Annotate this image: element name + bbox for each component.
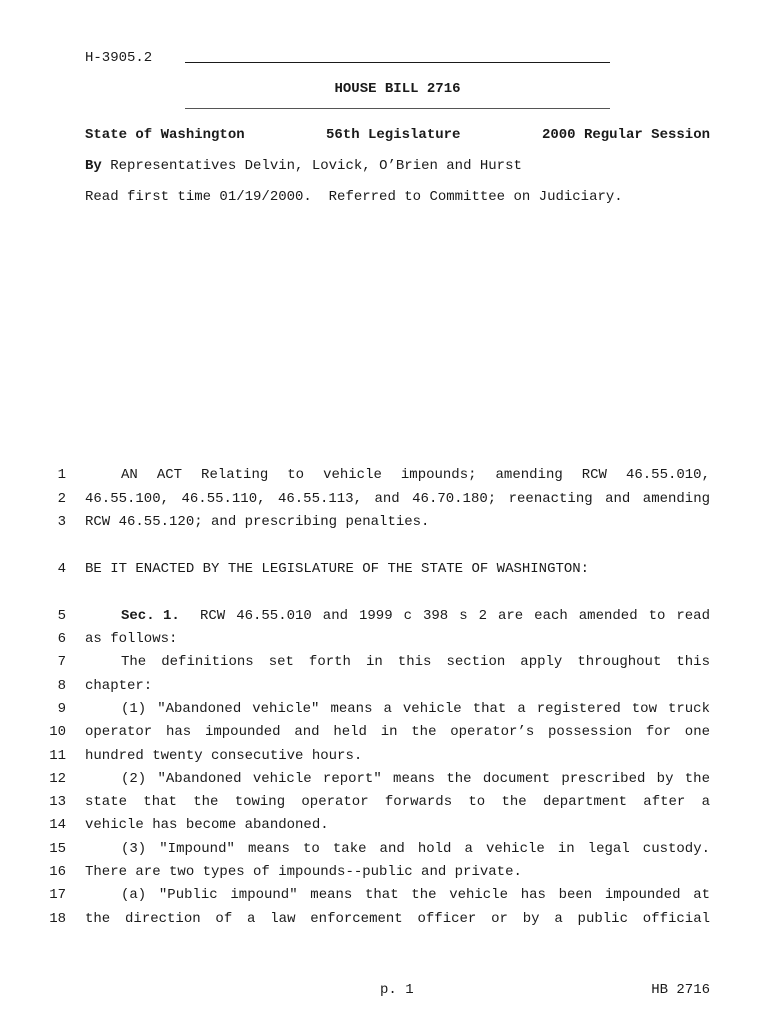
section-heading-line <box>85 608 710 624</box>
line-number: 16 <box>49 864 66 880</box>
bill-line: chapter: <box>85 678 153 694</box>
bill-code: H-3905.2 <box>85 50 153 66</box>
bill-line: 46.55.100, 46.55.110, 46.55.113, and 46.70.180; reenacting and amending <box>85 491 710 507</box>
enacting-clause: BE IT ENACTED BY THE LEGISLATURE OF THE STATE OF WASHINGTON: <box>85 561 590 577</box>
header-rule-bottom <box>185 108 610 109</box>
bill-line: state that the towing operator forwards to the department after a <box>85 794 710 810</box>
bill-line: AN ACT Relating to vehicle impounds; amending RCW 46.55.010, <box>121 467 710 483</box>
header-rule-top <box>185 62 610 63</box>
line-number: 4 <box>57 561 66 577</box>
page-number: p. 1 <box>380 982 414 998</box>
line-number: 13 <box>49 794 66 810</box>
line-number: 17 <box>49 887 66 903</box>
bill-title: HOUSE BILL 2716 <box>334 81 461 97</box>
line-number: 3 <box>57 514 66 530</box>
bill-line: operator has impounded and held in the operator’s possession for one <box>85 724 710 740</box>
bill-line: (3) "Impound" means to take and hold a vehicle in legal custody. <box>121 841 710 857</box>
line-number: 11 <box>49 748 66 764</box>
sponsors-line <box>85 158 522 174</box>
line-number: 7 <box>57 654 66 670</box>
line-number: 1 <box>57 467 66 483</box>
bill-line: There are two types of impounds--public and private. <box>85 864 522 880</box>
line-number: 2 <box>57 491 66 507</box>
line-number: 6 <box>57 631 66 647</box>
line-number: 12 <box>49 771 66 787</box>
bill-line: RCW 46.55.120; and prescribing penalties. <box>85 514 430 530</box>
sponsors: Representatives Delvin, Lovick, O’Brien and Hurst <box>110 158 522 174</box>
line-number: 15 <box>49 841 66 857</box>
bill-line: (1) "Abandoned vehicle" means a vehicle that a registered tow truck <box>121 701 710 717</box>
bill-line: vehicle has become abandoned. <box>85 817 329 833</box>
bill-line: as follows: <box>85 631 178 647</box>
section-label: Sec. 1. <box>121 608 180 624</box>
bill-line: hundred twenty consecutive hours. <box>85 748 363 764</box>
line-number: 5 <box>57 608 66 624</box>
bill-line: the direction of a law enforcement officer or by a public official <box>85 911 710 927</box>
line-number: 9 <box>57 701 66 717</box>
sponsors-prefix: By <box>85 158 102 174</box>
line-number: 18 <box>49 911 66 927</box>
session: 2000 Regular Session <box>541 127 710 143</box>
line-number: 14 <box>49 817 66 833</box>
bill-line: (2) "Abandoned vehicle report" means the document prescribed by the <box>121 771 710 787</box>
read-first-line: Read first time 01/19/2000. Referred to Committee on Judiciary. <box>85 189 623 205</box>
footer-bill-id: HB 2716 <box>651 982 710 998</box>
bill-line: The definitions set forth in this section apply throughout this <box>121 654 710 670</box>
bill-line: (a) "Public impound" means that the vehicle has been impounded at <box>121 887 710 903</box>
legislature: 56th Legislature <box>326 127 461 143</box>
bill-line: RCW 46.55.010 and 1999 c 398 s 2 are each amended to read <box>200 608 710 624</box>
line-number: 10 <box>49 724 66 740</box>
state-name: State of Washington <box>85 127 245 143</box>
line-number: 8 <box>57 678 66 694</box>
